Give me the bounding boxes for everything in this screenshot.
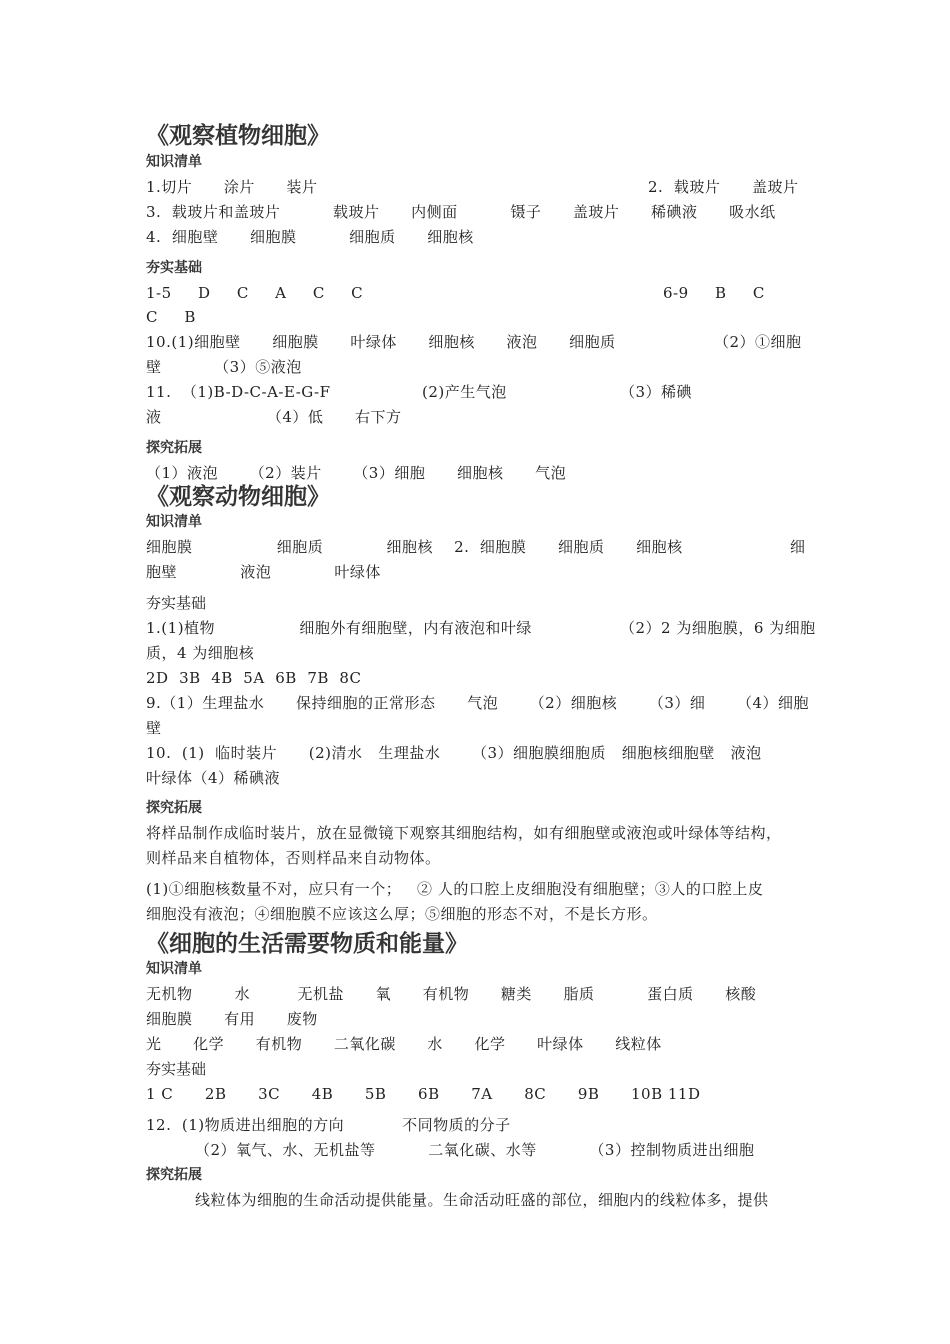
text-line: 12. (1)物质进出细胞的方向 不同物质的分子: [146, 1116, 511, 1134]
section-title-plant-cell: 《观察植物细胞》: [146, 123, 330, 149]
basic-heading: 夯实基础: [146, 260, 202, 276]
section-title-animal-cell: 《观察动物细胞》: [146, 484, 330, 510]
text-line: (2)产生气泡: [422, 383, 507, 401]
text-line: （1）液泡 （2）装片 （3）细胞 细胞核 气泡: [146, 464, 567, 482]
text-line: 质，4 为细胞核: [146, 644, 255, 662]
knowledge-heading: 知识清单: [146, 514, 202, 530]
text-line: 3. 载玻片和盖玻片 载玻片 内侧面 镊子 盖玻片 稀碘液 吸水纸: [146, 203, 776, 221]
text-line: 11. （1)B-D-C-A-E-G-F: [146, 383, 331, 401]
knowledge-heading: 知识清单: [146, 154, 202, 170]
text-line: 壁 （3）⑤液泡: [146, 358, 302, 376]
text-line: C B: [146, 308, 196, 326]
text-line: 1-5 D C A C C: [146, 284, 364, 302]
basic-heading: 夯实基础: [146, 594, 207, 612]
text-line: 壁: [146, 719, 162, 737]
text-line: 细: [790, 538, 806, 556]
text-line: 将样品制作成临时装片，放在显微镜下观察其细胞结构，如有细胞壁或液泡或叶绿体等结构，: [146, 824, 782, 842]
explore-heading: 探究拓展: [146, 440, 202, 456]
text-line: （3）稀碘: [620, 383, 693, 401]
text-line: 9.（1）生理盐水 保持细胞的正常形态 气泡 （2）细胞核 （3）细 （4）细胞: [146, 694, 810, 712]
text-line: 1.(1)植物 细胞外有细胞壁，内有液泡和叶绿: [146, 619, 532, 637]
text-line: 叶绿体（4）稀碘液: [146, 769, 281, 787]
explore-heading: 探究拓展: [146, 1167, 202, 1183]
text-line: 液 （4）低 右下方: [146, 408, 402, 426]
text-line: 无机物 水 无机盐 氧 有机物 糖类 脂质 蛋白质 核酸: [146, 985, 757, 1003]
text-line: 2D 3B 4B 5A 6B 7B 8C: [146, 669, 362, 687]
text-line: 光 化学 有机物 二氧化碳 水 化学 叶绿体 线粒体: [146, 1035, 662, 1053]
text-line: 细胞没有液泡；④细胞膜不应该这么厚；⑤细胞的形态不对，不是长方形。: [146, 905, 658, 923]
basic-heading: 夯实基础: [146, 1060, 207, 1078]
text-line: (1)①细胞核数量不对，应只有一个； ② 人的口腔上皮细胞没有细胞壁；③人的口腔上皮: [146, 880, 764, 898]
text-line: 则样品来自植物体，否则样品来自动物体。: [146, 849, 441, 867]
text-line: 1 C 2B 3C 4B 5B 6B 7A 8C 9B 10B 11D: [146, 1085, 701, 1103]
text-line: 2. 载玻片 盖玻片: [648, 178, 799, 196]
text-line: 线粒体为细胞的生命活动提供能量。生命活动旺盛的部位，细胞内的线粒体多，提供: [195, 1191, 769, 1209]
text-line: 4. 细胞壁 细胞膜 细胞质 细胞核: [146, 228, 474, 246]
text-line: 10. (1) 临时装片 (2)清水 生理盐水 （3）细胞膜细胞质 细胞核细胞壁 液泡: [146, 744, 762, 762]
section-title-cell-matter-energy: 《细胞的生活需要物质和能量》: [146, 931, 468, 957]
text-line: （2）①细胞: [714, 333, 802, 351]
text-line: 细胞膜 有用 废物: [146, 1010, 318, 1028]
text-line: 6-9 B C: [663, 284, 765, 302]
text-line: 1.切片 涂片 装片: [146, 178, 318, 196]
text-line: （2）2 为细胞膜，6 为细胞: [620, 619, 816, 637]
text-line: （2）氧气、水、无机盐等 二氧化碳、水等 （3）控制物质进出细胞: [195, 1141, 755, 1159]
knowledge-heading: 知识清单: [146, 961, 202, 977]
text-line: 胞壁 液泡 叶绿体: [146, 563, 381, 581]
text-line: 10.(1)细胞壁 细胞膜 叶绿体 细胞核 液泡 细胞质: [146, 333, 616, 351]
text-line: 细胞膜 细胞质 细胞核 2. 细胞膜 细胞质 细胞核: [146, 538, 683, 556]
explore-heading: 探究拓展: [146, 800, 202, 816]
